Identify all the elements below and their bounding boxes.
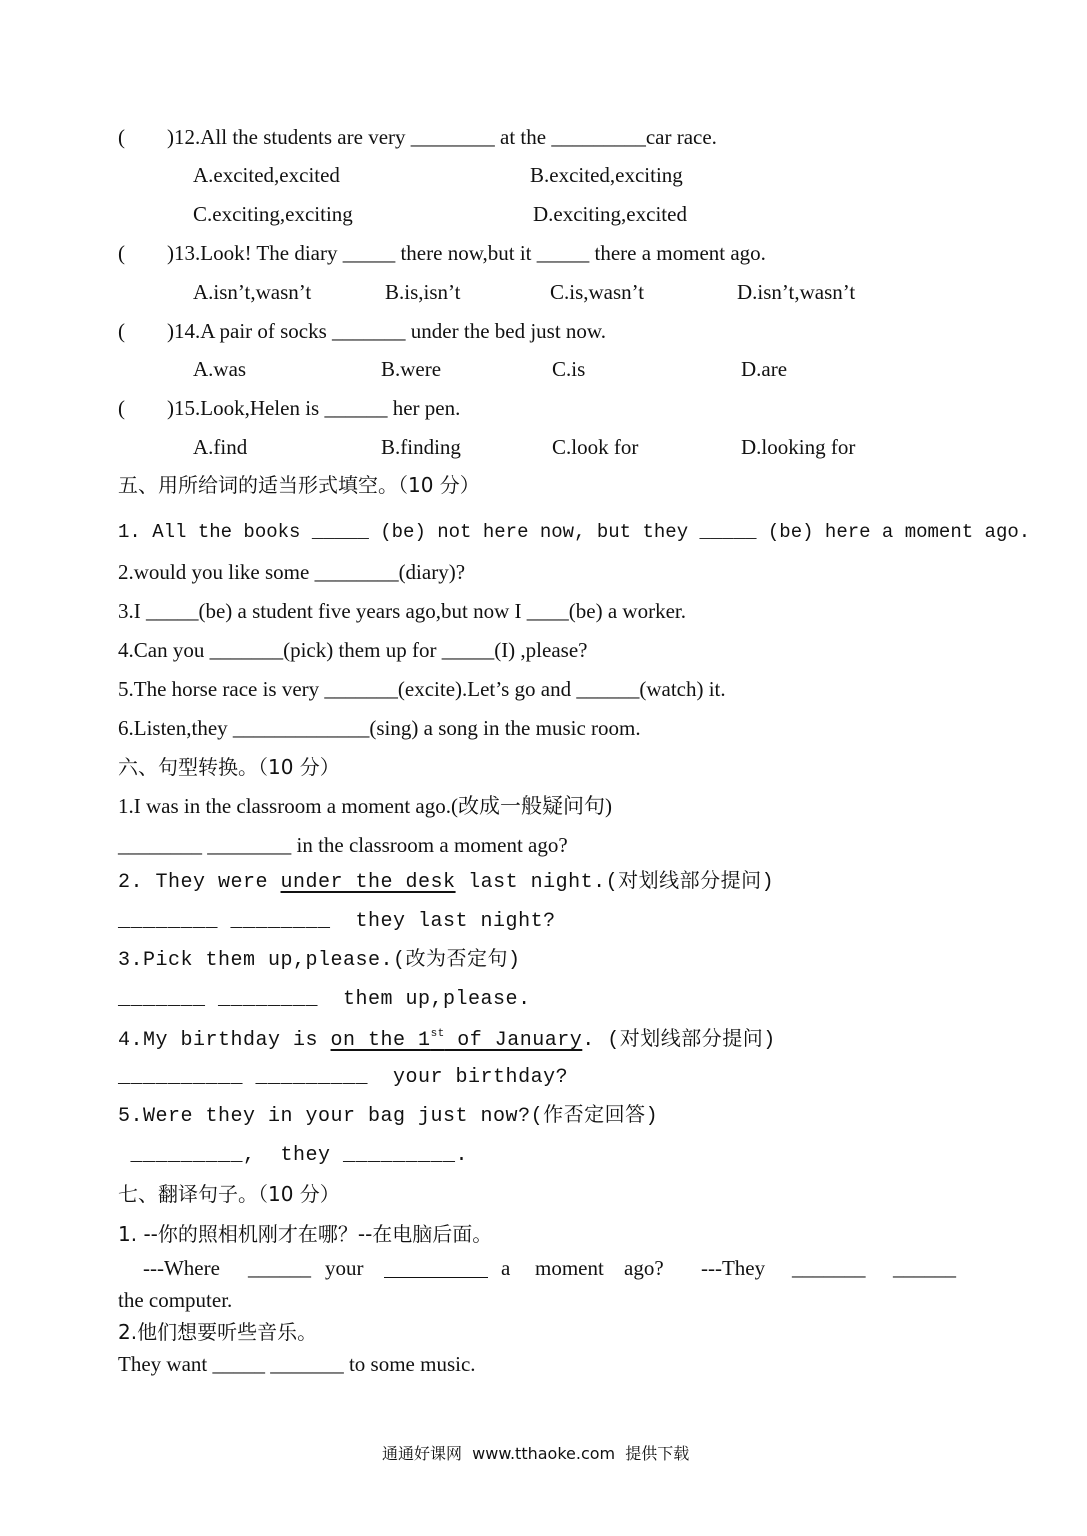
ordinal-suffix: st: [430, 1028, 445, 1040]
answer-they: ---They: [701, 1256, 766, 1280]
section-5-item-5: 5.The horse race is very _______(excite).Let’s go and ______(watch) it.: [118, 677, 726, 701]
section-6-answer-4: __________ _________ your birthday?: [118, 1066, 569, 1089]
section-6-answer-2: ________ ________ they last night?: [118, 910, 556, 933]
section-5-item-6: 6.Listen,they _____________(sing) a song in the music room.: [118, 716, 641, 740]
answer-your: your: [325, 1256, 364, 1280]
question-2-tail: last night.(对划线部分提问): [455, 871, 775, 894]
section-5-item-2: 2.would you like some ________(diary)?: [118, 560, 466, 584]
question-15-stem: ( )15.Look,Helen is ______ her pen.: [118, 396, 461, 420]
question-12-stem: ( )12.All the students are very ________ at the _________car race.: [118, 125, 717, 149]
question-2-lead: 2. They were: [118, 871, 281, 894]
section-7-heading: 七、翻译句子。（10 分）: [118, 1182, 340, 1206]
question-13-option-c: C.is,wasn’t: [550, 280, 645, 304]
question-12-option-b: B.excited,exciting: [530, 163, 683, 187]
section-6-question-2: [118, 873, 774, 893]
answer-ago: ago?: [624, 1256, 664, 1280]
underlined-date-b: of January: [444, 1029, 583, 1052]
question-4-lead: 4.My birthday is: [118, 1029, 331, 1052]
section-6-answer-5: _________, they _________.: [118, 1144, 469, 1167]
question-15-option-c: C.look for: [552, 435, 639, 459]
question-12-option-d: D.exciting,excited: [533, 202, 687, 226]
answer-blank-1: ______: [248, 1256, 311, 1280]
section-5-item-1: 1. All the books _____ (be) not here now, but they _____ (be) here a moment ago.: [118, 521, 1031, 543]
section-6-question-3: 3.Pick them up,please.(改为否定句): [118, 949, 521, 972]
underlined-date-a: on the 1: [330, 1029, 431, 1052]
question-14-option-b: B.were: [381, 357, 442, 381]
answer-a: a: [501, 1256, 511, 1280]
section-6-question-4: [118, 1029, 776, 1051]
answer-blank-2: [384, 1277, 488, 1278]
answer-blank-4: ______: [893, 1256, 956, 1280]
underlined-phrase: [331, 1029, 583, 1052]
section-6-answer-3: _______ ________ them up,please.: [118, 988, 531, 1011]
answer-moment: moment: [535, 1256, 604, 1280]
section-6-question-1: 1.I was in the classroom a moment ago.(改成一般疑问句): [118, 794, 612, 818]
question-14-option-a: A.was: [193, 357, 247, 381]
section-7-question-1: 1. --你的照相机刚才在哪？--在电脑后面。: [118, 1222, 493, 1246]
question-13-option-a: A.isn’t,wasn’t: [193, 280, 312, 304]
answer-tail: the computer.: [118, 1288, 233, 1312]
question-14-option-d: D.are: [741, 357, 788, 381]
question-13-option-b: B.is,isn’t: [385, 280, 461, 304]
section-5-heading: 五、用所给词的适当形式填空。（10 分）: [118, 473, 480, 497]
section-7-question-2: 2.他们想要听些音乐。: [118, 1320, 318, 1344]
page-footer: 通通好课网 www.tthaoke.com 提供下载: [382, 1444, 690, 1463]
section-6-question-5: 5.Were they in your bag just now?(作否定回答): [118, 1105, 659, 1128]
section-6-heading: 六、句型转换。（10 分）: [118, 755, 340, 779]
question-14-option-c: C.is: [552, 357, 586, 381]
question-12-option-a: A.excited,excited: [193, 163, 340, 187]
question-15-option-d: D.looking for: [741, 435, 856, 459]
question-4-tail: . (对划线部分提问): [582, 1029, 776, 1052]
answer-blank-3: _______: [792, 1256, 866, 1280]
section-7-answer-2: They want _____ _______ to some music.: [118, 1352, 476, 1376]
section-5-item-4: 4.Can you _______(pick) them up for _____(I) ,please?: [118, 638, 588, 662]
question-14-stem: ( )14.A pair of socks _______ under the bed just now.: [118, 319, 606, 343]
question-13-option-d: D.isn’t,wasn’t: [737, 280, 856, 304]
answer-where: ---Where: [143, 1256, 220, 1280]
question-15-option-a: A.find: [193, 435, 248, 459]
underlined-phrase: under the desk: [280, 871, 456, 894]
question-12-option-c: C.exciting,exciting: [193, 202, 353, 226]
question-15-option-b: B.finding: [381, 435, 461, 459]
question-13-stem: ( )13.Look! The diary _____ there now,but it _____ there a moment ago.: [118, 241, 766, 265]
section-6-answer-1: ________ ________ in the classroom a moment ago?: [118, 833, 568, 857]
section-5-item-3: 3.I _____(be) a student five years ago,but now I ____(be) a worker.: [118, 599, 686, 623]
